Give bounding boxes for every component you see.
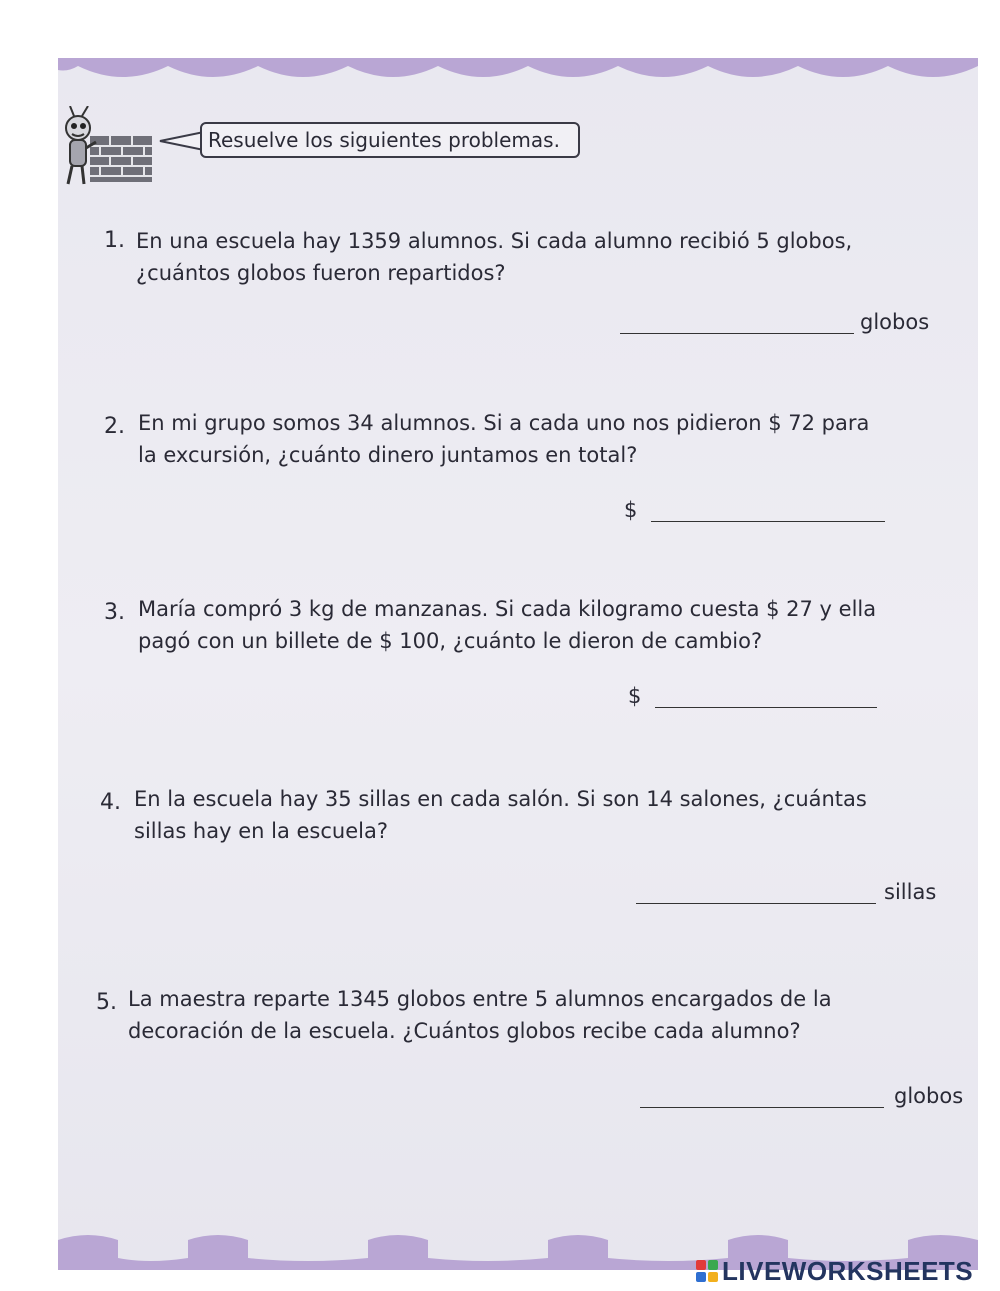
- answer-row: [640, 1084, 963, 1108]
- currency-sign: $: [624, 498, 638, 522]
- liveworksheets-logo[interactable]: [696, 1257, 973, 1285]
- logo-grid-icon: [696, 1260, 718, 1282]
- answer-unit: sillas: [884, 880, 937, 904]
- problem-text-line-1: En la escuela hay 35 sillas en cada salón. Si son 14 salones, ¿cuántas: [134, 787, 867, 811]
- answer-blank[interactable]: [636, 881, 876, 904]
- problem-text-line-1: María compró 3 kg de manzanas. Si cada kilogramo cuesta $ 27 y ella: [138, 597, 877, 621]
- problem-number: 2.: [104, 414, 125, 439]
- answer-row: [636, 880, 936, 904]
- answer-row: [624, 498, 885, 522]
- problem-text-line-2: decoración de la escuela. ¿Cuántos globos recibe cada alumno?: [128, 1019, 801, 1043]
- answer-blank[interactable]: [655, 685, 877, 708]
- problem-text-line-2: ¿cuántos globos fueron repartidos?: [136, 261, 506, 285]
- problem-number: 3.: [104, 600, 125, 625]
- problem-text-line-1: En una escuela hay 1359 alumnos. Si cada alumno recibió 5 globos,: [136, 229, 853, 253]
- currency-sign: $: [628, 684, 642, 708]
- speech-pointer-icon: [158, 128, 204, 154]
- ant-mascot-icon: [60, 106, 160, 186]
- problem-text-line-2: la excursión, ¿cuánto dinero juntamos en total?: [138, 443, 638, 467]
- answer-row: [620, 310, 929, 334]
- problem-text-line-1: En mi grupo somos 34 alumnos. Si a cada uno nos pidieron $ 72 para: [138, 411, 870, 435]
- top-scallop-border: [58, 58, 978, 98]
- problem-number: 5.: [96, 990, 117, 1015]
- instruction-text: Resuelve los siguientes problemas.: [208, 128, 560, 152]
- problem-text-line-1: La maestra reparte 1345 globos entre 5 alumnos encargados de la: [128, 987, 832, 1011]
- problem-number: 4.: [100, 790, 121, 815]
- answer-blank[interactable]: [620, 311, 854, 334]
- problem-text-line-2: pagó con un billete de $ 100, ¿cuánto le dieron de cambio?: [138, 629, 763, 653]
- problem-text-line-2: sillas hay en la escuela?: [134, 819, 388, 843]
- worksheet-page: [58, 58, 978, 1270]
- problem-number: 1.: [104, 228, 125, 253]
- answer-row: [628, 684, 877, 708]
- logo-brand-text: LIVEWORKSHEETS: [722, 1255, 974, 1286]
- answer-unit: globos: [860, 310, 930, 334]
- answer-blank[interactable]: [640, 1085, 884, 1108]
- answer-unit: globos: [894, 1084, 964, 1108]
- answer-blank[interactable]: [651, 499, 885, 522]
- instruction-box: [200, 122, 580, 158]
